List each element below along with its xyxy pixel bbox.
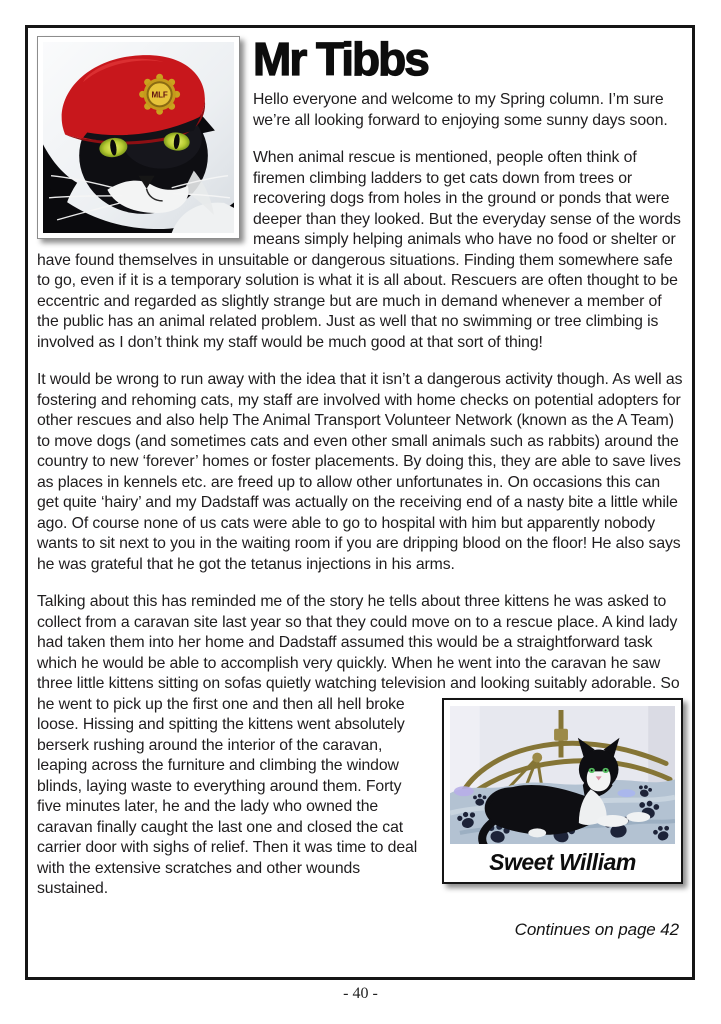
paragraph-4-after-photo: adorable. So he went to pick up the first one and then all hell broke loose. Hissing and spitting the kittens went absolutely berserk rushing around the interior of the caravan, leaping across the furniture and climbing the window blinds, laying waste to everything around them. Forty five minutes later, he and the lady who owned the caravan finally caught the last one and closed the cat carrier door with sighs of relief. Then it was time to deal with the extensive scratches and other wounds sustained. (37, 675, 680, 897)
paragraph-2: When animal rescue is mentioned, people often think of firemen climbing ladders to get cats down from trees or recovering dogs from holes in the ground or ponds that were deeper than they looked. But the everyday sense of the words means simply helping animals who have no food or shelter or have found themselves in unsuitable or dangerous situations. Finding them somewhere safe to go, even if it is a temporary solution is what it is all about. Rescuers are often thought to be eccentric and regarded as slightly strange but are much in demand whenever a member of the public has an animal related problem. Just as well that no swimming or tree climbing is involved as I don’t think my staff would be much good at that sort of thing! (37, 149, 681, 351)
photo-caption: Sweet William (489, 849, 636, 876)
paragraph-4-before-photo: Talking about this has reminded me of the story he tells about three kittens he was asked to collect from a caravan site last year so that they could move on to a rescue place. A kind lady had taken them into her home and Dadstaff assumed this would be a straightforward task which he would be able to accomplish very quickly. When he went into the caravan he saw three little kittens sitting on sofas quietly watching television and looking suitably (37, 593, 678, 692)
lilac-toy-right (618, 789, 636, 797)
paragraph-4 (37, 592, 683, 900)
lilac-toy-left (454, 786, 474, 796)
page-border-frame (25, 25, 695, 980)
cat-front-paw-2 (626, 812, 650, 822)
continues-note: Continues on page 42 (514, 919, 679, 939)
mr-tibbs-photo-image (43, 42, 234, 233)
paragraph-3: It would be wrong to run away with the idea that it isn’t a dangerous activity though. As well as fostering and rehoming cats, my staff are involved with home checks on potential adopters for other rescues and also help The Animal Transport Volunteer Network (known as the A Team) to move dogs (and sometimes cats and even other small animals such as rabbits) around the country to new ‘forever’ homes or foster placements. By doing this, they are able to save lives as places in kennels etc. are freed up to allow other unfortunates in. On occasions this can get quite ‘hairy’ and my Dadstaff was actually on the receiving end of a nasty bite a little while ago. Of course none of us cats were able to go to hospital with him but apparently nobody wants to sit next to you in the waiting room if you are dripping blood on the floor! He also says he was grateful that he got the tetanus injections in his arms. (37, 371, 683, 573)
badge-text: MLF (151, 90, 168, 100)
sweet-william-photo (442, 698, 683, 885)
cat-back-paw (528, 828, 546, 837)
article (37, 35, 683, 940)
sweet-william-photo-image (450, 706, 675, 845)
mr-tibbs-photo (37, 36, 240, 239)
article-title: Mr Tibbs (253, 33, 428, 85)
page-number: - 40 - (343, 985, 378, 1002)
beret-badge (139, 74, 180, 115)
paragraph-1: Hello everyone and welcome to my Spring column. I’m sure we’re all looking forward to enjoying some sunny days soon. (253, 91, 668, 129)
cat-front-paw (597, 815, 629, 827)
